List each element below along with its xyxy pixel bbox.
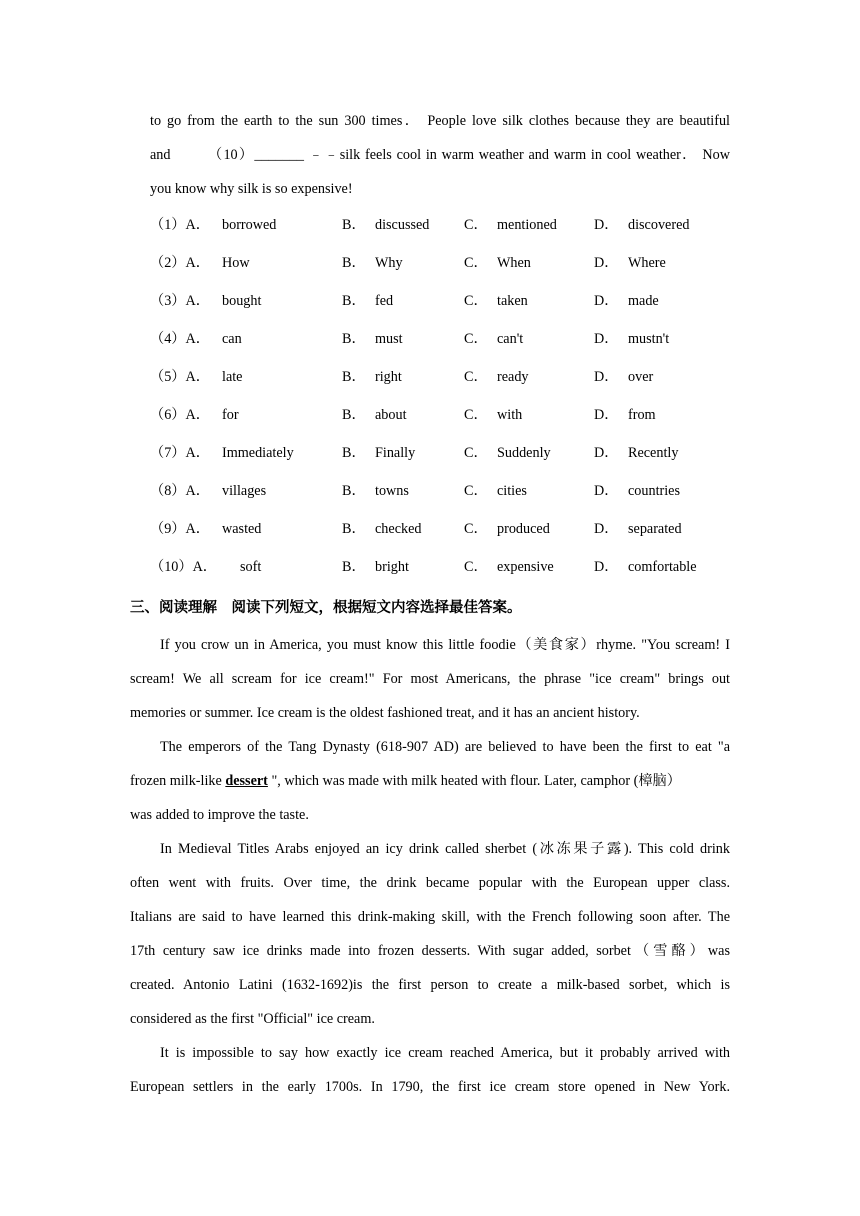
question-number: （1）A．: [150, 217, 210, 233]
paragraph-1-line-2: scream! We all scream for ice cream!" For most Americans, the phrase "ice cream" brings out: [130, 671, 730, 687]
option-a: bought: [222, 293, 262, 309]
option-d-label: D．: [594, 483, 619, 499]
question-number: （4）A．: [150, 331, 210, 347]
option-c-label: C．: [464, 521, 488, 537]
question-number: （5）A．: [150, 369, 210, 385]
option-d: comfortable: [628, 559, 697, 575]
paragraph-3-line-5: created. Antonio Latini (1632-1692)is the first person to create a milk-based sorbet, which is: [130, 977, 730, 993]
option-a: for: [222, 407, 239, 423]
option-d-label: D．: [594, 559, 619, 575]
option-d: over: [628, 369, 654, 385]
option-d-label: D．: [594, 445, 619, 461]
option-b: Finally: [375, 445, 416, 461]
option-b-label: B．: [342, 369, 366, 385]
paragraph-2-line-2: [130, 764, 681, 798]
option-row: [150, 396, 750, 434]
option-d-label: D．: [594, 217, 619, 233]
paragraph-2-line-1: The emperors of the Tang Dynasty (618-907 AD) are believed to have been the first to eat "a: [160, 739, 730, 755]
paragraph-1-line-1: If you crow un in America, you must know this little foodie（美食家）rhyme. "You scream! I: [160, 637, 730, 653]
option-b-label: B．: [342, 559, 366, 575]
option-a: Immediately: [222, 445, 294, 461]
option-c-label: C．: [464, 407, 488, 423]
cloze-line-2-and: and: [150, 147, 171, 163]
option-c: ready: [497, 369, 529, 385]
option-b-label: B．: [342, 445, 366, 461]
option-c-label: C．: [464, 331, 488, 347]
question-number: （9）A．: [150, 521, 210, 537]
option-b-label: B．: [342, 217, 366, 233]
option-d: countries: [628, 483, 681, 499]
question-number: （10）A．: [150, 559, 217, 575]
option-d-label: D．: [594, 331, 619, 347]
paragraph-3-line-3: Italians are said to have learned this drink-making skill, with the French following soon after. The: [130, 909, 730, 925]
option-c: Suddenly: [497, 445, 551, 461]
paragraph-3-line-4: 17th century saw ice drinks made into frozen desserts. With sugar added, sorbet（雪酪）was: [130, 943, 730, 959]
option-row: [150, 434, 750, 472]
option-d-label: D．: [594, 407, 619, 423]
question-number: （3）A．: [150, 293, 210, 309]
option-d-label: D．: [594, 255, 619, 271]
option-d: Recently: [628, 445, 679, 461]
option-d-label: D．: [594, 293, 619, 309]
option-c: produced: [497, 521, 550, 537]
option-c-label: C．: [464, 293, 488, 309]
option-c: can't: [497, 331, 524, 347]
underlined-word-dessert: dessert: [225, 773, 268, 789]
question-number: （8）A．: [150, 483, 210, 499]
paragraph-1-line-3: memories or summer. Ice cream is the oldest fashioned treat, and it has an ancient history.: [130, 705, 640, 721]
option-b-label: B．: [342, 483, 366, 499]
option-c-label: C．: [464, 559, 488, 575]
option-c: mentioned: [497, 217, 557, 233]
option-c-label: C．: [464, 217, 488, 233]
option-b: checked: [375, 521, 422, 537]
option-c: cities: [497, 483, 527, 499]
option-row: [150, 548, 750, 586]
option-b: Why: [375, 255, 403, 271]
option-row: [150, 244, 750, 282]
cloze-line-2-blank: （10）_______ ﹣﹣silk feels cool in warm weather and warm in cool weather． Now: [208, 147, 730, 163]
question-number: （2）A．: [150, 255, 210, 271]
option-d: from: [628, 407, 656, 423]
option-c-label: C．: [464, 255, 488, 271]
option-d: discovered: [628, 217, 690, 233]
option-a: can: [222, 331, 242, 347]
option-a: How: [222, 255, 250, 271]
option-b: bright: [375, 559, 409, 575]
option-a: villages: [222, 483, 267, 499]
section-heading: 三、阅读理解 阅读下列短文，根据短文内容选择最佳答案。: [130, 600, 522, 616]
paragraph-2-line-2-start: frozen milk-like: [130, 773, 226, 789]
option-d-label: D．: [594, 521, 619, 537]
option-b-label: B．: [342, 407, 366, 423]
option-c: with: [497, 407, 523, 423]
paragraph-2-line-3: was added to improve the taste.: [130, 807, 309, 823]
option-b: discussed: [375, 217, 430, 233]
option-c-label: C．: [464, 369, 488, 385]
cloze-line-3: you know why silk is so expensive!: [150, 181, 353, 197]
option-a: borrowed: [222, 217, 277, 233]
option-b: towns: [375, 483, 409, 499]
option-b: fed: [375, 293, 394, 309]
option-d-label: D．: [594, 369, 619, 385]
option-row: [150, 282, 750, 320]
paragraph-4-line-1: It is impossible to say how exactly ice cream reached America, but it probably arrived with: [160, 1045, 730, 1061]
option-row: [150, 320, 750, 358]
option-b: right: [375, 369, 402, 385]
option-row: [150, 472, 750, 510]
option-a: late: [222, 369, 243, 385]
option-b: must: [375, 331, 403, 347]
option-row: [150, 510, 750, 548]
question-number: （7）A．: [150, 445, 210, 461]
option-c: taken: [497, 293, 528, 309]
question-number: （6）A．: [150, 407, 210, 423]
paragraph-3-line-6: considered as the first "Official" ice cream.: [130, 1011, 375, 1027]
option-b-label: B．: [342, 293, 366, 309]
cloze-line-1: to go from the earth to the sun 300 times． People love silk clothes because they are beautiful: [150, 113, 730, 129]
option-d: separated: [628, 521, 682, 537]
option-d: mustn't: [628, 331, 670, 347]
option-c: expensive: [497, 559, 554, 575]
option-b-label: B．: [342, 331, 366, 347]
option-b-label: B．: [342, 255, 366, 271]
option-row: [150, 358, 750, 396]
option-d: Where: [628, 255, 666, 271]
option-row: [150, 206, 750, 244]
option-b: about: [375, 407, 407, 423]
option-c: When: [497, 255, 531, 271]
paragraph-3-line-2: often went with fruits. Over time, the drink became popular with the European upper class.: [130, 875, 730, 891]
option-c-label: C．: [464, 445, 488, 461]
option-d: made: [628, 293, 659, 309]
paragraph-2-line-2-end: ", which was made with milk heated with flour. Later, camphor (樟脑）: [267, 773, 681, 789]
paragraph-3-line-1: In Medieval Titles Arabs enjoyed an icy drink called sherbet (冰冻果子露). This cold drink: [160, 841, 730, 857]
paragraph-4-line-2: European settlers in the early 1700s. In 1790, the first ice cream store opened in New York.: [130, 1079, 730, 1095]
option-a: wasted: [222, 521, 262, 537]
option-c-label: C．: [464, 483, 488, 499]
option-a: soft: [240, 559, 262, 575]
option-b-label: B．: [342, 521, 366, 537]
